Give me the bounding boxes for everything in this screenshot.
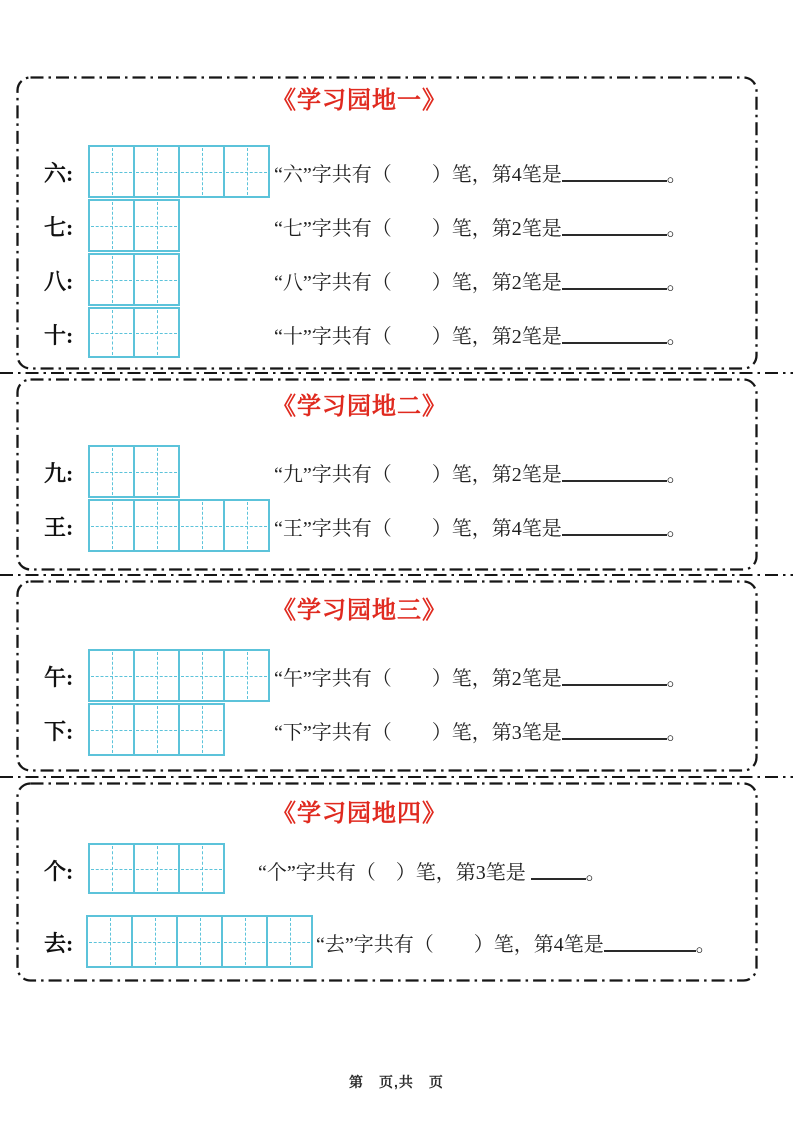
practice-grid [88, 445, 180, 498]
grid-cell [90, 255, 135, 304]
grid-cell [180, 651, 225, 700]
grid-cell [225, 501, 268, 550]
question-body: “王”字共有（ ）笔，第4笔是 [274, 518, 562, 540]
section-divider [0, 775, 793, 779]
grid-cell [88, 917, 133, 966]
section-learning-garden-2 [16, 378, 758, 571]
grid-cell [90, 147, 135, 196]
answer-blank [562, 288, 667, 290]
question-tail: 。 [666, 518, 687, 540]
question-body: “十”字共有（ ）笔，第2笔是 [274, 326, 562, 348]
practice-grid [88, 253, 180, 306]
answer-blank [562, 684, 667, 686]
grid-cell [178, 917, 223, 966]
question-body: “八”字共有（ ）笔，第2笔是 [274, 272, 562, 294]
question-tail: 。 [666, 218, 687, 240]
section-title: 《学习园地四》 [272, 800, 447, 827]
question-text [274, 270, 687, 296]
question-tail: 。 [666, 326, 687, 348]
practice-grid [88, 499, 270, 552]
question-body: “六”字共有（ ）笔，第4笔是 [274, 164, 562, 186]
answer-blank [562, 738, 667, 740]
char-label: 王: [44, 515, 74, 540]
question-body: “下”字共有（ ）笔，第3笔是 [274, 722, 562, 744]
grid-cell [90, 501, 135, 550]
grid-cell [135, 255, 178, 304]
question-body: “午”字共有（ ）笔，第2笔是 [274, 668, 562, 690]
question-tail: 。 [695, 934, 716, 956]
answer-blank [562, 534, 667, 536]
question-text [274, 720, 687, 746]
grid-cell [90, 201, 135, 250]
section-title: 《学习园地三》 [272, 597, 447, 624]
practice-grid [86, 915, 313, 968]
char-label: 下: [44, 719, 74, 744]
answer-blank [562, 480, 667, 482]
question-tail: 。 [666, 464, 687, 486]
question-tail: 。 [585, 862, 606, 884]
grid-cell [90, 447, 135, 496]
char-label: 十: [44, 323, 74, 348]
answer-blank [562, 180, 667, 182]
grid-cell [135, 447, 178, 496]
grid-cell [225, 147, 268, 196]
question-body: “去”字共有（ ）笔，第4笔是 [316, 934, 604, 956]
section-learning-garden-4 [16, 782, 758, 982]
question-tail: 。 [666, 272, 687, 294]
section-title: 《学习园地一》 [272, 87, 447, 114]
grid-cell [135, 651, 180, 700]
section-divider [0, 573, 793, 577]
grid-cell [135, 501, 180, 550]
grid-cell [90, 705, 135, 754]
grid-cell [180, 705, 223, 754]
practice-grid [88, 199, 180, 252]
question-body: “九”字共有（ ）笔，第2笔是 [274, 464, 562, 486]
grid-cell [90, 309, 135, 356]
practice-grid [88, 703, 225, 756]
grid-cell [135, 147, 180, 196]
char-label: 午: [44, 665, 74, 690]
practice-grid [88, 649, 270, 702]
answer-blank [531, 878, 586, 880]
grid-cell [135, 309, 178, 356]
grid-cell [180, 147, 225, 196]
question-text [274, 516, 687, 542]
page-footer: 第 页,共 页 [349, 1074, 444, 1090]
question-tail: 。 [666, 668, 687, 690]
char-label: 个: [44, 859, 74, 884]
practice-grid [88, 843, 225, 894]
grid-cell [180, 845, 223, 892]
question-text [274, 666, 687, 692]
grid-cell [135, 845, 180, 892]
char-label: 九: [44, 461, 74, 486]
section-learning-garden-3 [16, 580, 758, 772]
question-text [274, 162, 687, 188]
section-title: 《学习园地二》 [272, 393, 447, 420]
question-text [274, 216, 687, 242]
char-label: 八: [44, 269, 74, 294]
grid-cell [268, 917, 311, 966]
practice-grid [88, 145, 270, 198]
question-body: “七”字共有（ ）笔，第2笔是 [274, 218, 562, 240]
char-label: 六: [44, 161, 74, 186]
answer-blank [562, 234, 667, 236]
grid-cell [90, 845, 135, 892]
char-label: 去: [44, 931, 74, 956]
question-tail: 。 [666, 164, 687, 186]
grid-cell [90, 651, 135, 700]
question-text [274, 324, 687, 350]
question-body: “个”字共有（ ）笔，第3笔是 [258, 862, 531, 884]
grid-cell [133, 917, 178, 966]
practice-grid [88, 307, 180, 358]
grid-cell [135, 705, 180, 754]
grid-cell [225, 651, 268, 700]
question-tail: 。 [666, 722, 687, 744]
grid-cell [180, 501, 225, 550]
section-divider [0, 371, 793, 375]
answer-blank [562, 342, 667, 344]
question-text [258, 860, 606, 886]
question-text [274, 462, 687, 488]
answer-blank [604, 950, 696, 952]
question-text [316, 932, 716, 958]
grid-cell [223, 917, 268, 966]
char-label: 七: [44, 215, 74, 240]
section-learning-garden-1 [16, 76, 758, 370]
grid-cell [135, 201, 178, 250]
